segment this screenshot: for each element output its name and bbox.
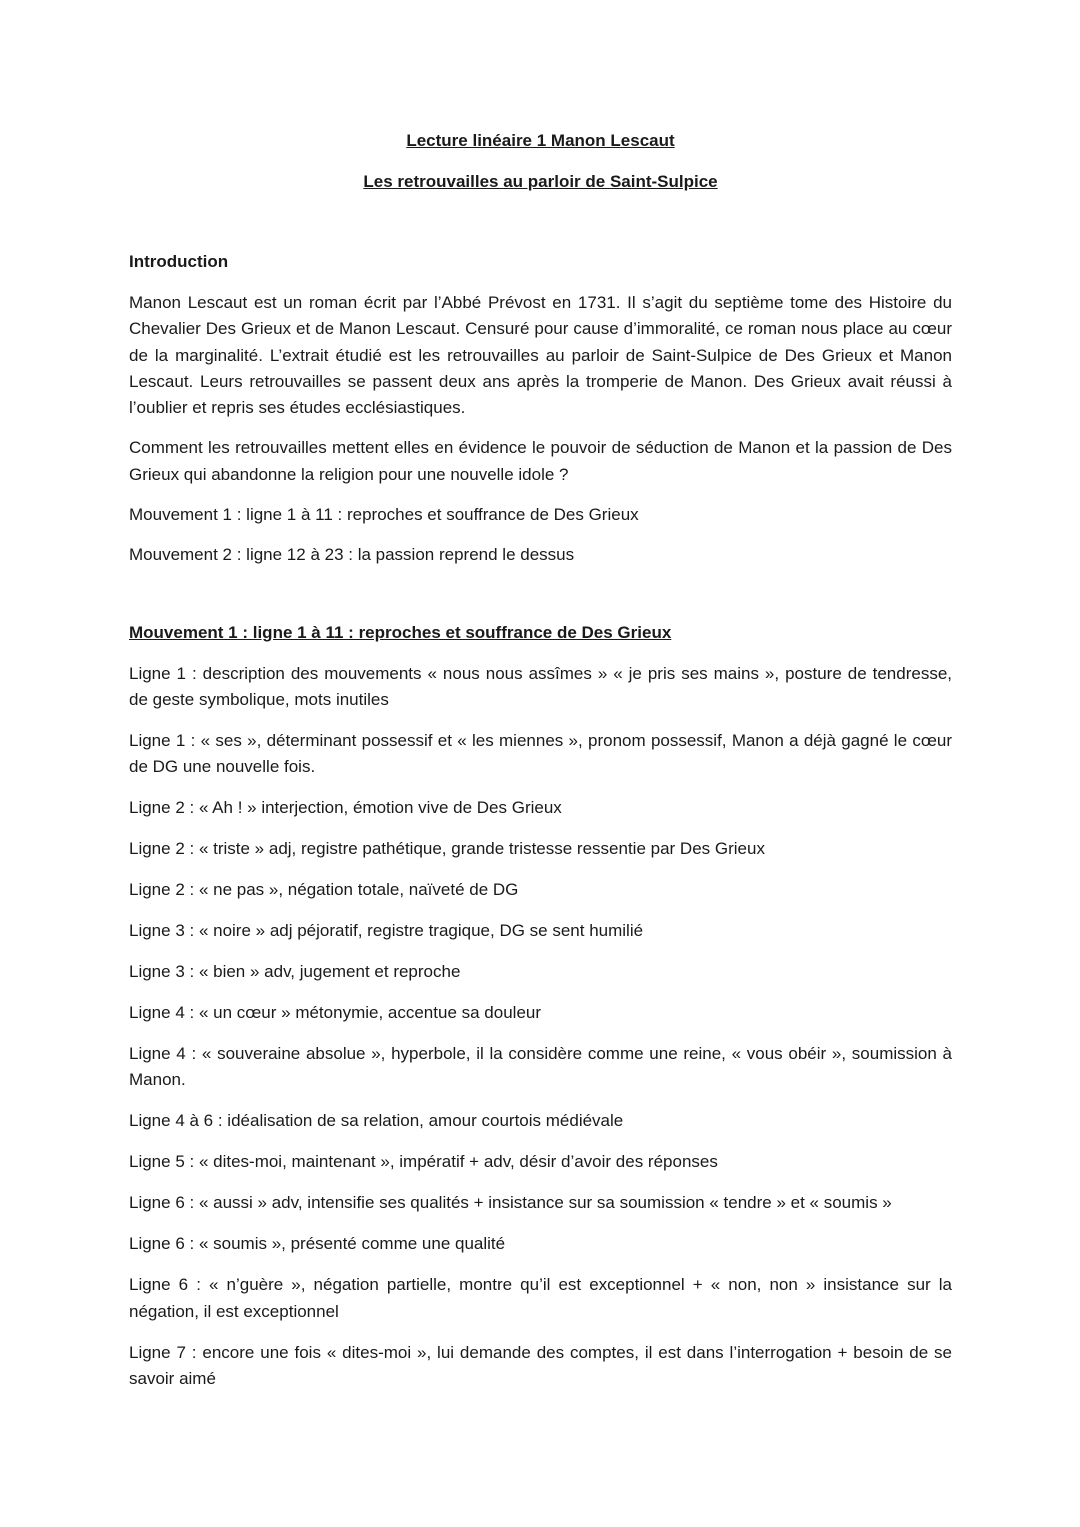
document-subtitle: Les retrouvailles au parloir de Saint-Sulpice: [363, 172, 718, 191]
analysis-item: Ligne 4 : « un cœur » métonymie, accentue sa douleur: [129, 1003, 542, 1023]
analysis-item: Ligne 7 : encore une fois « dites-moi », lui demande des comptes, il est dans l’interrogation + besoin de se savoir aimé: [129, 1342, 952, 1388]
introduction-section: [129, 290, 952, 569]
analysis-item: Ligne 4 : « souveraine absolue », hyperbole, il la considère comme une reine, « vous obéir », soumission à Manon.: [129, 1044, 952, 1090]
analysis-item: Ligne 5 : « dites-moi, maintenant », impératif + adv, désir d’avoir des réponses: [129, 1152, 718, 1172]
analysis-item: Ligne 6 : « n’guère », négation partielle, montre qu’il est exceptionnel + « non, non » insistance sur la négation, il est exceptionnel: [129, 1275, 952, 1321]
document-title: Lecture linéaire 1 Manon Lescaut: [406, 131, 675, 150]
analysis-item: Ligne 3 : « bien » adv, jugement et reproche: [129, 962, 461, 982]
analysis-item: Ligne 2 : « Ah ! » interjection, émotion vive de Des Grieux: [129, 798, 562, 818]
mouvement-outline-2: Mouvement 2 : ligne 12 à 23 : la passion reprend le dessus: [129, 545, 575, 565]
analysis-item: Ligne 6 : « soumis », présenté comme une qualité: [129, 1234, 506, 1254]
mouvement1-section: [129, 661, 952, 1393]
analysis-item: Ligne 2 : « triste » adj, registre pathétique, grande tristesse ressentie par Des Grieux: [129, 839, 765, 859]
document-page: [129, 128, 952, 1392]
analysis-item: Ligne 2 : « ne pas », négation totale, naïveté de DG: [129, 880, 519, 900]
analysis-item: Ligne 6 : « aussi » adv, intensifie ses qualités + insistance sur sa soumission « tendre » et « soumis »: [129, 1193, 892, 1213]
introduction-heading: Introduction: [129, 252, 229, 271]
analysis-item: Ligne 4 à 6 : idéalisation de sa relation, amour courtois médiévale: [129, 1111, 624, 1131]
analysis-item: Ligne 1 : description des mouvements « nous nous assîmes » « je pris ses mains », posture de tendresse, de geste symbolique, mots inutiles: [129, 663, 952, 709]
mouvement-outline-1: Mouvement 1 : ligne 1 à 11 : reproches et souffrance de Des Grieux: [129, 505, 639, 525]
mouvement1-heading: Mouvement 1 : ligne 1 à 11 : reproches et souffrance de Des Grieux: [129, 622, 672, 642]
analysis-item: Ligne 1 : « ses », déterminant possessif et « les miennes », pronom possessif, Manon a déjà gagné le cœur de DG une nouvelle fois.: [129, 730, 952, 777]
introduction-paragraph: Manon Lescaut est un roman écrit par l’Abbé Prévost en 1731. Il s’agit du septième tome des Histoire du Chevalier Des Grieux et de Manon Lescaut. Censuré pour cause d’immoralité, ce roman nous place au cœur de la marginalité. L’extrait étudié est les retrouvailles au parloir de Saint-Sulpice de Des Grieux et Manon Lescaut. Leurs retrouvailles se passent deux ans après la tromperie de Manon. Des Grieux avait réussi à l’oublier et repris ses études ecclésiastiques.: [129, 293, 952, 418]
analysis-item: Ligne 3 : « noire » adj péjoratif, registre tragique, DG se sent humilié: [129, 921, 644, 941]
problematique-paragraph: Comment les retrouvailles mettent elles en évidence le pouvoir de séduction de Manon et la passion de Des Grieux qui abandonne la religion pour une nouvelle idole ?: [129, 438, 952, 484]
